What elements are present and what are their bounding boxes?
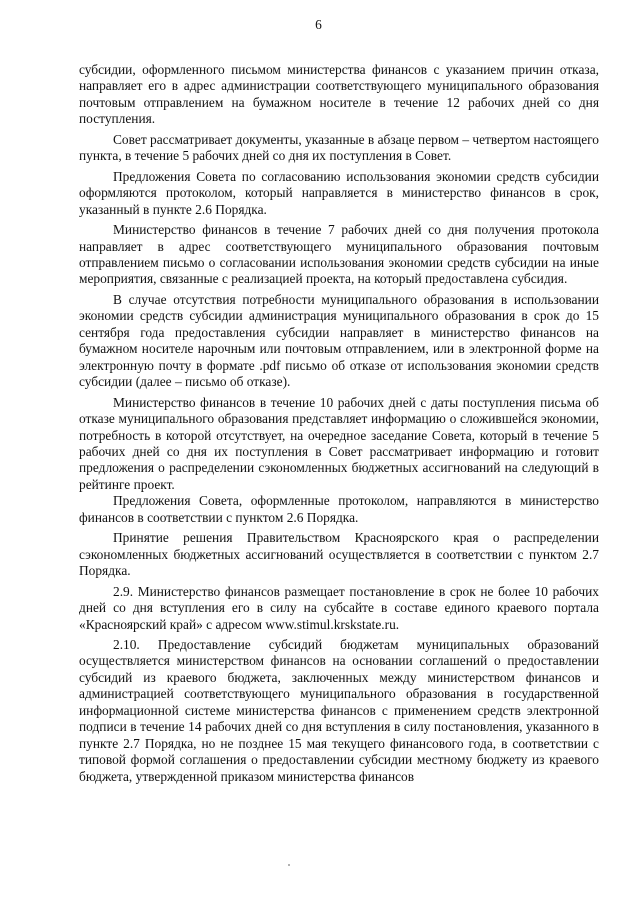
paragraph-council-review: Совет рассматривает документы, указанные в абзаце первом – четвертом настоящего пункта, в течение 5 рабочих дней со дня их поступления в Совет.: [79, 131, 599, 164]
paragraph-2-10: 2.10. Предоставление субсидий бюджетам муниципальных образований осуществляется министерством финансов на основании соглашений о предоставлении субсидий из краевого бюджета, заключенных между министерством финансов и администрацией соответствующего муниципального образования в государственной информационной системе министерства финансов с применением средств электронной подписи в течение 14 рабочих дней со дня вступления в силу постановления, указанного в пункте 2.7 Порядка, но не позднее 15 мая текущего финансового года, в соответствии с типовой формой соглашения о предоставлении субсидии местному бюджету из краевого бюджета, утвержденной приказом министерства финансов: [79, 636, 599, 784]
page-number: 6: [315, 17, 322, 32]
paragraph-refusal: В случае отсутствия потребности муниципального образования в использовании экономии средств субсидии администрация муниципального образования в срок до 15 сентября года предоставления субсидии направляет в министерство финансов на бумажном носителе нарочным или почтовым отправлением, или в электронной форме на электронную почту в формате .pdf письмо об отказе от использования экономии средств субсидии (далее – письмо об отказе).: [79, 291, 599, 390]
document-body: [79, 62, 599, 785]
paragraph-2-9: 2.9. Министерство финансов размещает постановление в срок не более 10 рабочих дней со дня вступления его в силу на субсайте в составе единого краевого портала «Красноярский край» с адресом www.stimul.krskstate.ru.: [79, 583, 599, 632]
paragraph-protocol: Предложения Совета, оформленные протоколом, направляются в министерство финансов в соответствии с пунктом 2.6 Порядка.: [79, 493, 599, 525]
paragraph-continuation: субсидии, оформленного письмом министерства финансов с указанием причин отказа, направляет его в адрес администрации соответствующего муниципального образования почтовым отправлением на бумажном носителе в течение 12 рабочих дней со дня поступления.: [79, 62, 599, 127]
paragraph-savings-info: Министерство финансов в течение 10 рабочих дней с даты поступления письма об отказе муниципального образования представляет информацию о сложившейся экономии, потребность в которой отсутствует, на очередное заседание Совета, который в течение 5 рабочих дней со дня их поступления в Совет рассматривает информацию и готовит предложения о распределении сэкономленных бюджетных ассигнований на следующий в рейтинге проект.: [79, 394, 599, 492]
paragraph-council-proposals: Предложения Совета по согласованию использования экономии средств субсидии оформляются протоколом, который направляется в министерство финансов в срок, указанный в пункте 2.6 Порядка.: [79, 168, 599, 217]
paragraph-ministry-letter: Министерство финансов в течение 7 рабочих дней со дня получения протокола направляет в адрес соответствующего муниципального образования почтовым отправлением письмо о согласовании использования экономии средств субсидии на иные мероприятия, связанные с реализацией проекта, на который предоставлена субсидия.: [79, 222, 599, 287]
scan-speck: [288, 864, 290, 866]
paragraph-government-decision: Принятие решения Правительством Красноярского края о распределении сэкономленных бюджетных ассигнований осуществляется в соответствии с пунктом 2.7 Порядка.: [79, 530, 599, 579]
